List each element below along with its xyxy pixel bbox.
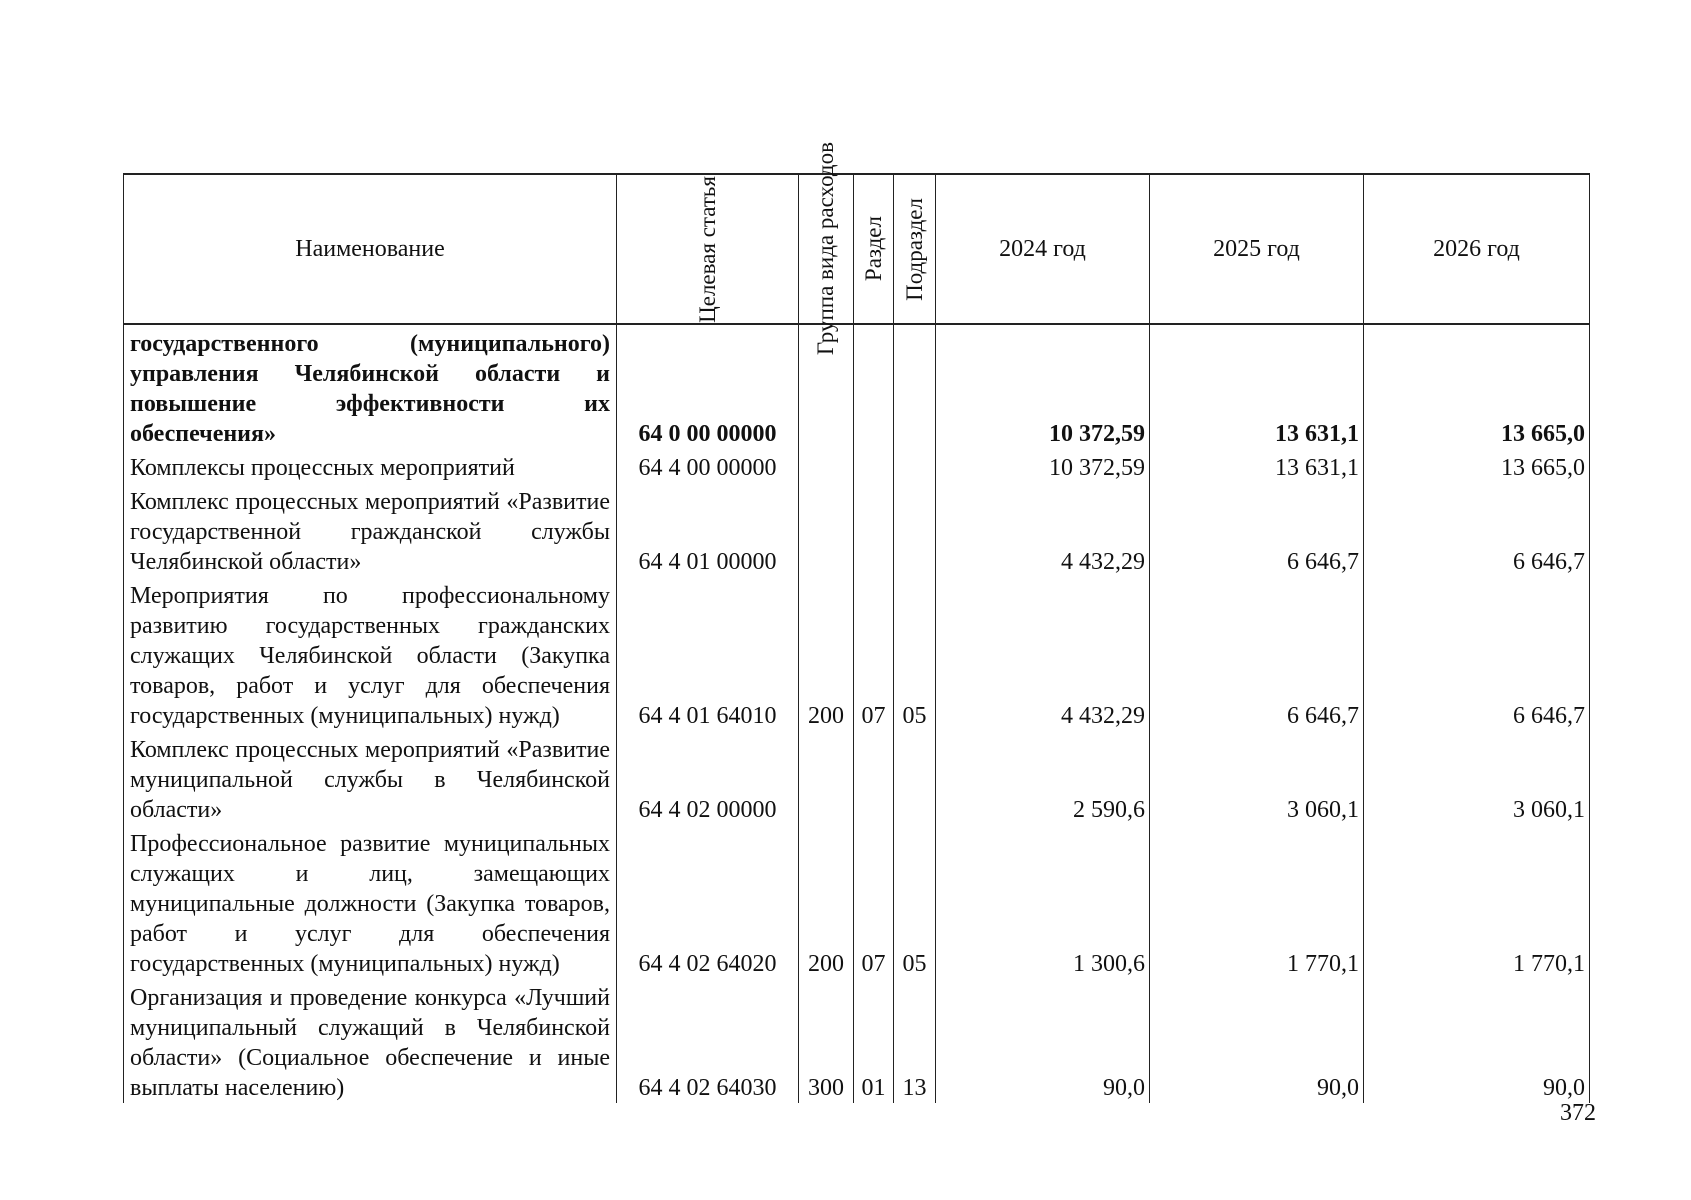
table-header-row <box>124 174 1590 324</box>
row-value-2025: 6 646,7 <box>1150 577 1364 731</box>
table-row <box>124 731 1590 825</box>
row-subsection: 05 <box>894 825 936 979</box>
row-name: Комплекс процессных мероприятий «Развитие государственной гражданской службы Челябинской области» <box>124 483 617 577</box>
header-target-article: Целевая статья <box>617 174 799 324</box>
row-name: Профессиональное развитие муниципальных служащих и лиц, замещающих муниципальные должности (Закупка товаров, работ и услуг для обеспечения государственных (муниципальных) нужд) <box>124 825 617 979</box>
row-value-2024: 4 432,29 <box>936 483 1150 577</box>
header-expense-group: Группа вида расходов <box>799 174 854 324</box>
row-value-2025: 3 060,1 <box>1150 731 1364 825</box>
row-value-2025: 1 770,1 <box>1150 825 1364 979</box>
header-year-2026: 2026 год <box>1364 174 1590 324</box>
row-subsection <box>894 449 936 483</box>
row-expense-group <box>799 483 854 577</box>
row-expense-group: 200 <box>799 825 854 979</box>
table-row <box>124 979 1590 1103</box>
row-section <box>854 731 894 825</box>
row-subsection <box>894 731 936 825</box>
row-section <box>854 449 894 483</box>
row-subsection <box>894 483 936 577</box>
table-row <box>124 483 1590 577</box>
budget-table <box>123 142 1590 1103</box>
row-value-2026: 3 060,1 <box>1364 731 1590 825</box>
row-value-2026: 13 665,0 <box>1364 449 1590 483</box>
row-value-2024: 90,0 <box>936 979 1150 1103</box>
header-section: Раздел <box>854 174 894 324</box>
row-value-2024: 2 590,6 <box>936 731 1150 825</box>
row-value-2025: 13 631,1 <box>1150 324 1364 449</box>
budget-table-container <box>123 142 1589 1103</box>
table-row <box>124 449 1590 483</box>
row-target-article: 64 4 02 00000 <box>617 731 799 825</box>
row-name: Комплекс процессных мероприятий «Развитие муниципальной службы в Челябинской области» <box>124 731 617 825</box>
header-name: Наименование <box>124 174 617 324</box>
row-target-article: 64 4 01 00000 <box>617 483 799 577</box>
row-subsection: 05 <box>894 577 936 731</box>
row-name: Комплексы процессных мероприятий <box>124 449 617 483</box>
row-section: 07 <box>854 577 894 731</box>
row-value-2024: 1 300,6 <box>936 825 1150 979</box>
row-value-2024: 10 372,59 <box>936 449 1150 483</box>
row-target-article: 64 4 00 00000 <box>617 449 799 483</box>
row-name: Организация и проведение конкурса «Лучший муниципальный служащий в Челябинской области» (Социальное обеспечение и иные выплаты населению) <box>124 979 617 1103</box>
row-target-article: 64 4 02 64030 <box>617 979 799 1103</box>
row-value-2025: 13 631,1 <box>1150 449 1364 483</box>
row-value-2026: 6 646,7 <box>1364 483 1590 577</box>
table-row <box>124 577 1590 731</box>
row-name: государственного (муниципального) управления Челябинской области и повышение эффективности их обеспечения» <box>124 324 617 449</box>
row-value-2025: 90,0 <box>1150 979 1364 1103</box>
row-target-article: 64 4 01 64010 <box>617 577 799 731</box>
row-section <box>854 483 894 577</box>
row-value-2026: 13 665,0 <box>1364 324 1590 449</box>
page-number: 372 <box>1560 1100 1596 1126</box>
header-year-2025: 2025 год <box>1150 174 1364 324</box>
header-year-2024: 2024 год <box>936 174 1150 324</box>
row-section: 01 <box>854 979 894 1103</box>
table-row <box>124 324 1590 449</box>
row-value-2026: 1 770,1 <box>1364 825 1590 979</box>
row-name: Мероприятия по профессиональному развитию государственных гражданских служащих Челябинской области (Закупка товаров, работ и услуг для обеспечения государственных (муниципальных) нужд) <box>124 577 617 731</box>
row-section: 07 <box>854 825 894 979</box>
row-value-2024: 10 372,59 <box>936 324 1150 449</box>
row-expense-group: 200 <box>799 577 854 731</box>
row-subsection: 13 <box>894 979 936 1103</box>
row-expense-group <box>799 731 854 825</box>
row-target-article: 64 0 00 00000 <box>617 324 799 449</box>
row-value-2026: 6 646,7 <box>1364 577 1590 731</box>
row-value-2024: 4 432,29 <box>936 577 1150 731</box>
row-subsection <box>894 324 936 449</box>
row-section <box>854 324 894 449</box>
header-subsection: Подраздел <box>894 174 936 324</box>
row-expense-group <box>799 449 854 483</box>
table-row <box>124 825 1590 979</box>
row-value-2025: 6 646,7 <box>1150 483 1364 577</box>
row-value-2026: 90,0 <box>1364 979 1590 1103</box>
row-target-article: 64 4 02 64020 <box>617 825 799 979</box>
row-expense-group: 300 <box>799 979 854 1103</box>
